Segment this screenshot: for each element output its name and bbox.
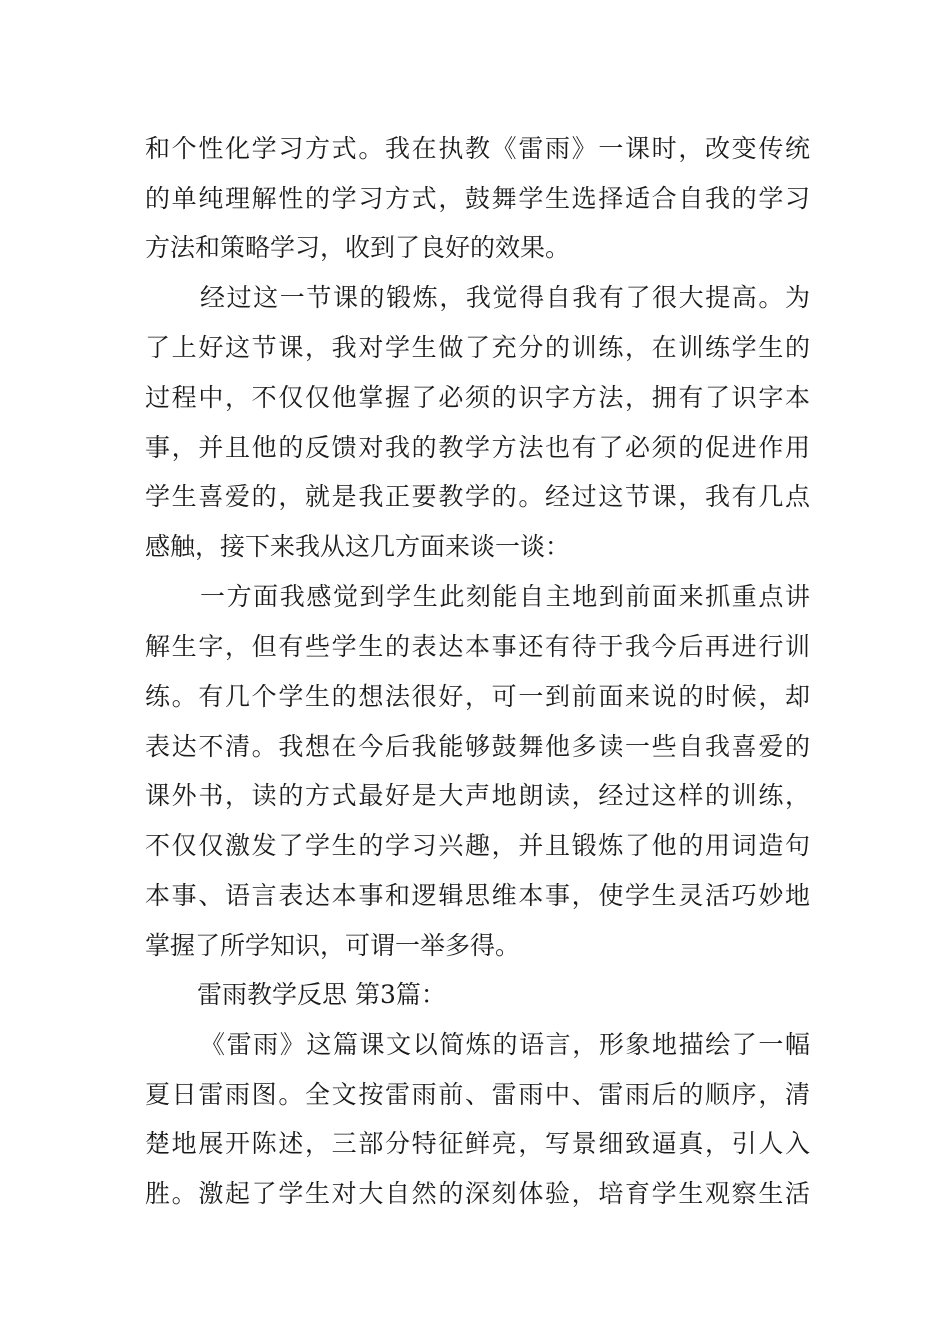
text-line: 感触，接下来我从这几方面来谈一谈： <box>145 532 571 561</box>
paragraph-first-line: 经过这一节课的锻炼，我觉得自我有了很大提高。为 <box>200 283 810 312</box>
text-line: 练。有几个学生的想法很好，可一到前面来说的时候，却 <box>145 682 810 711</box>
text-line: 方法和策略学习，收到了良好的效果。 <box>145 233 571 262</box>
section-heading: 雷雨教学反思 第3篇： <box>197 980 446 1009</box>
text-line: 和个性化学习方式。我在执教《雷雨》一课时，改变传统 <box>145 134 810 163</box>
text-line: 掌握了所学知识，可谓一举多得。 <box>145 931 521 960</box>
paragraph-first-line: 《雷雨》这篇课文以简炼的语言，形象地描绘了一幅 <box>200 1030 810 1059</box>
text-line: 了上好这节课，我对学生做了充分的训练，在训练学生的 <box>145 333 810 362</box>
text-line: 不仅仅激发了学生的学习兴趣，并且锻炼了他的用词造句 <box>145 831 810 860</box>
text-line: 学生喜爱的，就是我正要教学的。经过这节课，我有几点 <box>145 482 810 511</box>
text-line: 楚地展开陈述，三部分特征鲜亮，写景细致逼真，引人入 <box>145 1129 810 1158</box>
text-line: 过程中，不仅仅他掌握了必须的识字方法，拥有了识字本 <box>145 383 810 412</box>
text-line: 表达不清。我想在今后我能够鼓舞他多读一些自我喜爱的 <box>145 732 810 761</box>
text-line: 解生字，但有些学生的表达本事还有待于我今后再进行训 <box>145 632 810 661</box>
text-line: 课外书，读的方式最好是大声地朗读，经过这样的训练， <box>145 781 810 810</box>
paragraph-first-line: 一方面我感觉到学生此刻能自主地到前面来抓重点讲 <box>200 582 810 611</box>
text-line: 事，并且他的反馈对我的教学方法也有了必须的促进作用 <box>145 433 810 462</box>
text-line: 本事、语言表达本事和逻辑思维本事，使学生灵活巧妙地 <box>145 881 810 910</box>
text-line: 胜。激起了学生对大自然的深刻体验，培育学生观察生活 <box>145 1179 810 1208</box>
text-line: 的单纯理解性的学习方式，鼓舞学生选择适合自我的学习 <box>145 184 810 213</box>
text-line: 夏日雷雨图。全文按雷雨前、雷雨中、雷雨后的顺序，清 <box>145 1080 810 1109</box>
